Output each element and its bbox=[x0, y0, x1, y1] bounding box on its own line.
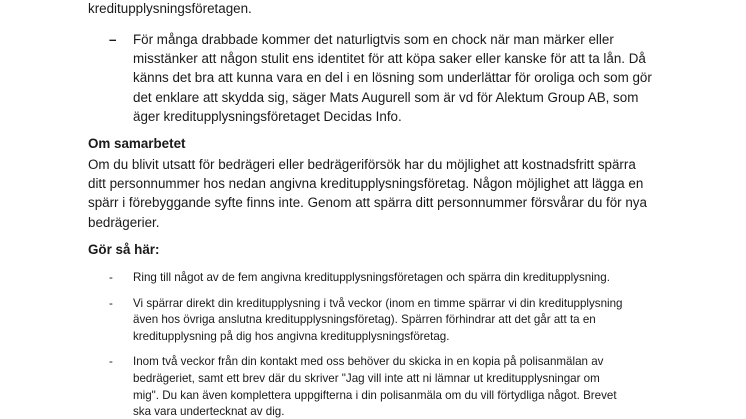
quote-text bbox=[133, 30, 669, 126]
step-line: kreditupplysning på dig hos angivna kreditupplysningsföretag. bbox=[133, 329, 450, 343]
step-text bbox=[133, 296, 679, 346]
quote-line: misstänker att någon stulit ens identitet för att köpa saker eller kanske för att ta lån. Då bbox=[133, 51, 646, 67]
quote-dash: – bbox=[109, 32, 117, 47]
about-heading: Om samarbetet bbox=[88, 136, 186, 151]
step-item bbox=[109, 296, 679, 346]
howto-heading: Gör så här: bbox=[88, 242, 160, 257]
intro-cut-line: kreditupplysningsföretagen. bbox=[88, 1, 252, 16]
step-line: ska vara undertecknat av dig. bbox=[133, 405, 285, 419]
step-line: Ring till något av de fem angivna kreditupplysningsföretagen och spärra din kreditupplysning. bbox=[133, 271, 610, 284]
step-line: Vi spärrar direkt din kreditupplysning i två veckor (inom en timme spärrar vi din kreditupplysning bbox=[133, 296, 623, 310]
quote-line: äger kreditupplysningsföretaget Decidas Info. bbox=[133, 108, 402, 124]
step-text bbox=[133, 270, 679, 287]
about-line: spärr i förebyggande syfte finns inte. Genom att spärra ditt personnummer försvårar du för nya bbox=[88, 195, 647, 211]
step-dash: - bbox=[109, 296, 113, 310]
howto-steps bbox=[109, 270, 679, 419]
step-text bbox=[133, 354, 679, 419]
about-line: Om du blivit utsatt för bedrägeri eller bedrägeriförsök har du möjlighet att kostnadsfritt spärra bbox=[88, 157, 636, 172]
step-line: mig". Du kan även komplettera uppgifterna i din polisanmäla om du vill förtydliga något. Brevet bbox=[133, 388, 617, 402]
step-dash: - bbox=[109, 271, 113, 284]
step-line: Inom två veckor från din kontakt med oss behöver du skicka in en kopia på polisanmälan av bbox=[133, 355, 604, 369]
about-line: ditt personnummer hos nedan angivna kreditupplysningsföretag. Någon möjlighet att lägga en bbox=[88, 176, 644, 192]
step-dash: - bbox=[109, 355, 113, 369]
quote-line: För många drabbade kommer det naturligtvis som en chock när man märker eller bbox=[133, 32, 614, 47]
step-item bbox=[109, 270, 679, 287]
step-line: bedrägeriet, samt ett brev där du skriver "Jag vill inte att ni lämnar ut kreditupplysningar om bbox=[133, 371, 600, 385]
step-item bbox=[109, 354, 679, 419]
quote-line: det enklare att skydda sig, säger Mats Augurell som är vd för Alektum Group AB, som bbox=[133, 89, 639, 105]
step-line: även hos övriga anslutna kreditupplysningsföretag). Spärren förhindrar att det går att ta en bbox=[133, 313, 596, 327]
about-paragraph bbox=[88, 155, 668, 232]
quote-line: känns det bra att kunna vara en del i en lösning som underlättar för oroliga och som gör bbox=[133, 70, 652, 86]
quote-block bbox=[109, 30, 669, 126]
about-line: bedrägerier. bbox=[88, 214, 160, 230]
